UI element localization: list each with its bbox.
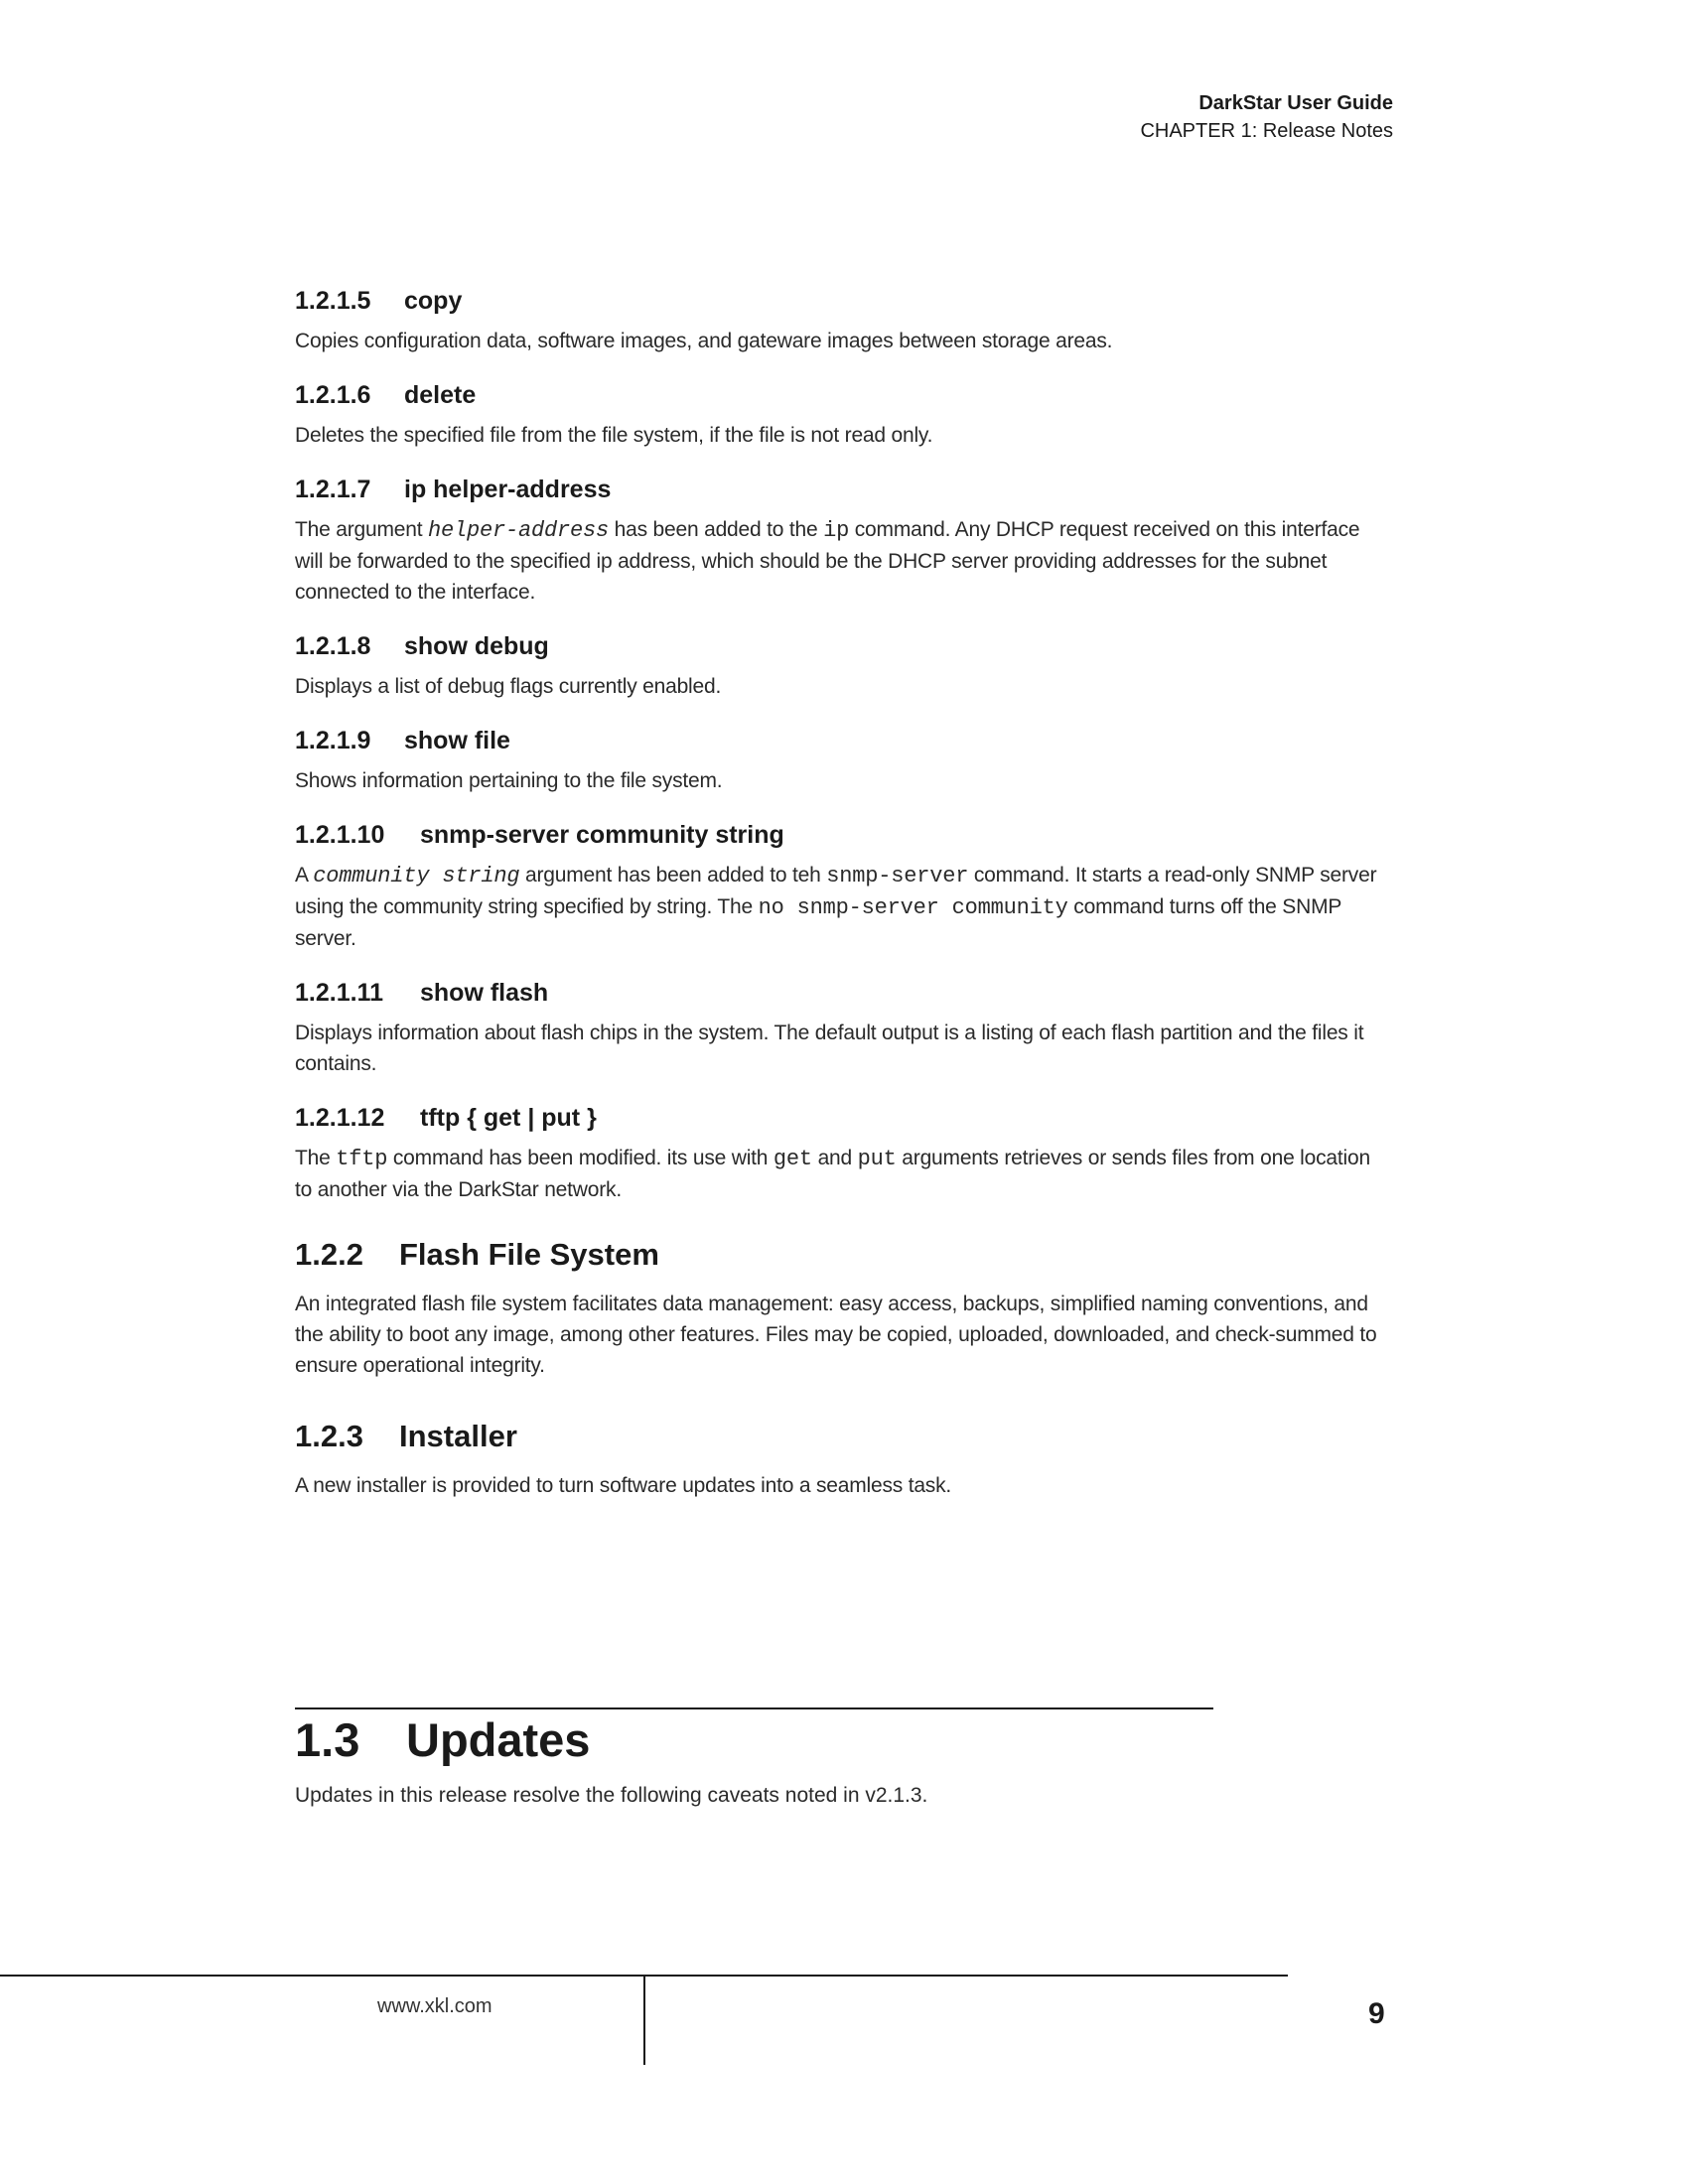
command-section xyxy=(295,818,1392,954)
paragraph-text: command. Any DHCP request received on this interface will be forwarded to the specified ip address, which should be the DHCP server providing addresses for the subnet connected to the interface. xyxy=(295,518,1360,604)
paragraph-text: arguments retrieves or sends files from one location to another via the DarkStar network. xyxy=(295,1147,1370,1201)
paragraph-text: command. It starts a read-only SNMP server using the community string specified by string. The xyxy=(295,864,1377,918)
paragraph-text: The argument xyxy=(295,518,428,541)
paragraph-text: command turns off the SNMP server. xyxy=(295,895,1341,950)
section-heading xyxy=(295,284,1392,318)
paragraph-text: A xyxy=(295,864,314,887)
command-section xyxy=(295,473,1392,608)
section-paragraph xyxy=(295,765,1392,796)
subsection-heading xyxy=(295,1417,1392,1456)
section-paragraph xyxy=(295,514,1392,608)
subsection xyxy=(295,1417,1392,1501)
paragraph-text: The xyxy=(295,1147,337,1169)
section-number: 1.2.1.5 xyxy=(295,287,371,315)
paragraph-text: argument has been added to teh xyxy=(519,864,827,887)
section-heading xyxy=(295,724,1392,757)
section-title: copy xyxy=(404,287,463,315)
footer-url[interactable]: www.xkl.com xyxy=(377,1995,492,2017)
section-heading xyxy=(295,818,1392,852)
command-section xyxy=(295,724,1392,796)
subsection-title: Installer xyxy=(399,1419,517,1453)
paragraph-text: and xyxy=(811,1147,858,1169)
running-header xyxy=(1140,89,1393,145)
section-paragraph xyxy=(295,1143,1392,1205)
section-title: tftp { get | put } xyxy=(420,1104,597,1132)
paragraph-text: Deletes the specified file from the file system, if the file is not read only. xyxy=(295,424,933,447)
section-number: 1.2.1.7 xyxy=(295,476,371,503)
page-number: 9 xyxy=(1368,1997,1385,2030)
code-term: get xyxy=(773,1147,812,1171)
main-content xyxy=(295,284,1392,1501)
section-heading xyxy=(295,473,1392,506)
section-title: show file xyxy=(404,727,510,754)
section-number: 1.2.1.12 xyxy=(295,1104,385,1132)
section-title: delete xyxy=(404,381,477,409)
section-title: show flash xyxy=(420,979,549,1007)
subsection-title: Flash File System xyxy=(399,1237,659,1272)
code-term: no snmp-server community xyxy=(758,895,1068,920)
section-number: 1.2.1.9 xyxy=(295,727,371,754)
section-number: 1.2.1.11 xyxy=(295,979,383,1007)
updates-paragraph: Updates in this release resolve the following caveats noted in v2.1.3. xyxy=(295,1784,928,1807)
section-paragraph xyxy=(295,1018,1392,1079)
section-paragraph xyxy=(295,326,1392,356)
paragraph-text: Copies configuration data, software images, and gateware images between storage areas. xyxy=(295,330,1113,352)
paragraph-text: has been added to the xyxy=(609,518,824,541)
code-argument: community string xyxy=(313,864,520,888)
chapter-label: CHAPTER 1: Release Notes xyxy=(1140,120,1393,142)
paragraph-text: Shows information pertaining to the file system. xyxy=(295,769,723,792)
command-section xyxy=(295,629,1392,702)
command-section xyxy=(295,284,1392,356)
subsection-paragraph: A new installer is provided to turn software updates into a seamless task. xyxy=(295,1474,952,1497)
section-title: ip helper-address xyxy=(404,476,612,503)
paragraph-text: Displays information about flash chips in the system. The default output is a listing of each flash partition and the files it contains. xyxy=(295,1022,1364,1075)
paragraph-text: Displays a list of debug flags currently enabled. xyxy=(295,675,722,698)
code-term: put xyxy=(857,1147,897,1171)
section-title: snmp-server community string xyxy=(420,821,784,849)
section-paragraph xyxy=(295,671,1392,702)
code-term: snmp-server xyxy=(826,864,969,888)
section-title: show debug xyxy=(404,632,549,660)
section-number: 1.2.1.10 xyxy=(295,821,385,849)
paragraph-text: command has been modified. its use with xyxy=(387,1147,774,1169)
command-section xyxy=(295,1101,1392,1205)
section-number: 1.3 xyxy=(295,1713,360,1766)
code-term: tftp xyxy=(336,1147,388,1171)
guide-title: DarkStar User Guide xyxy=(1198,92,1393,114)
section-heading xyxy=(295,378,1392,412)
section-heading xyxy=(295,1101,1392,1135)
code-argument: helper-address xyxy=(427,518,610,543)
command-sections xyxy=(295,284,1392,1205)
subsections xyxy=(295,1235,1392,1501)
command-section xyxy=(295,976,1392,1079)
section-heading xyxy=(295,629,1392,663)
section-paragraph xyxy=(295,420,1392,451)
section-number: 1.2.1.6 xyxy=(295,381,371,409)
subsection-paragraph: An integrated flash file system facilitates data management: easy access, backups, simplified naming conventions, and the ability to boot any image, among other features. Files may be copied, uploaded, downloaded, and check-summed to ensure operational integrity. xyxy=(295,1293,1377,1377)
subsection-heading xyxy=(295,1235,1392,1275)
command-section xyxy=(295,378,1392,451)
section-title: Updates xyxy=(406,1713,591,1766)
subsection xyxy=(295,1235,1392,1381)
subsection-number: 1.2.3 xyxy=(295,1419,363,1453)
footer-divider xyxy=(643,1976,645,2065)
section-paragraph xyxy=(295,860,1392,954)
section-heading-updates xyxy=(295,1709,590,1771)
code-term: ip xyxy=(823,518,850,543)
subsection-number: 1.2.2 xyxy=(295,1237,363,1272)
section-heading xyxy=(295,976,1392,1010)
section-number: 1.2.1.8 xyxy=(295,632,371,660)
